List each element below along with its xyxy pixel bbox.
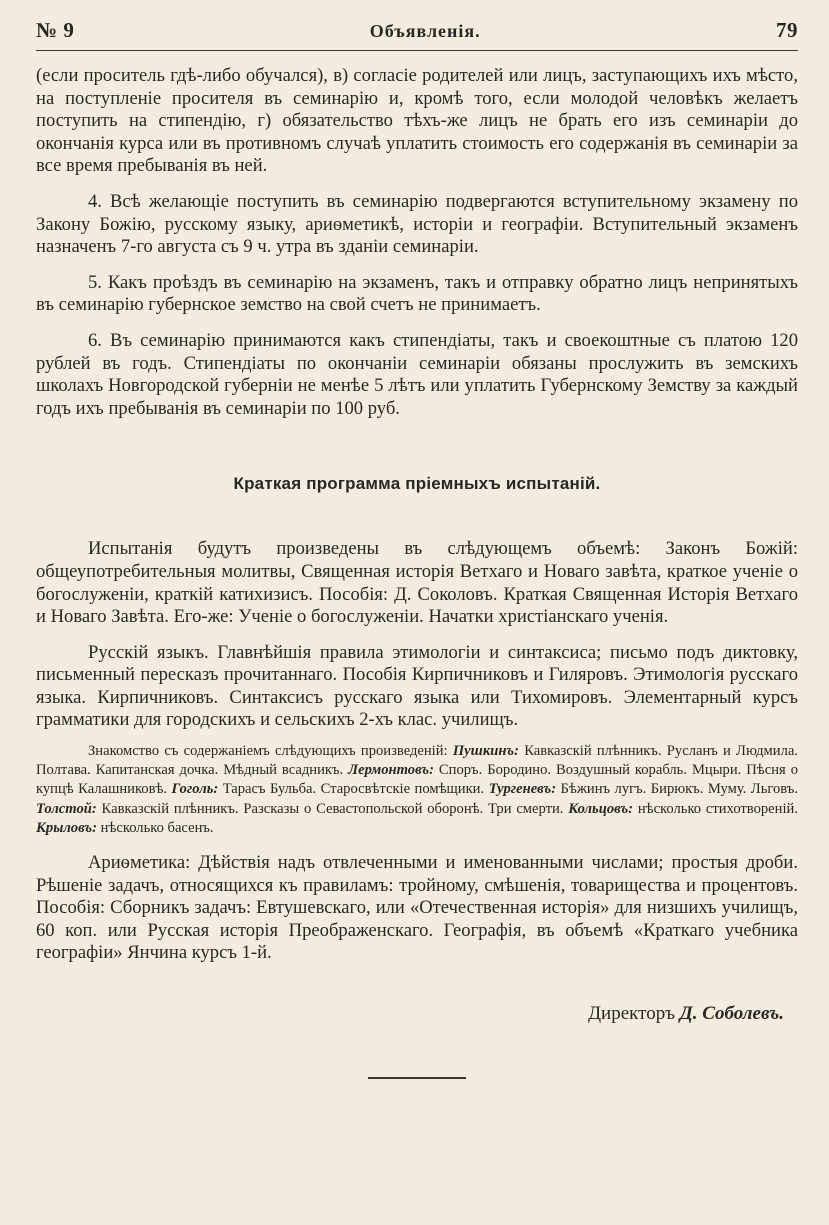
end-rule [368, 1077, 466, 1079]
author-turgenev: Тургеневъ: [488, 781, 557, 798]
author-koltsov: Кольцовъ: [568, 800, 634, 817]
reading-intro: Знакомство съ содержаніемъ слѣдующихъ произведеній: [88, 743, 453, 760]
page-number: 79 [775, 18, 798, 42]
author-krylov: Крыловъ: [36, 819, 97, 836]
paragraph-requirements: (если проситель гдѣ-либо обучался), в) согласіе родителей или лицъ, заступающихъ ихъ мѣсто, на поступленіе просителя въ семинарію и, кромѣ того, если молодой человѣкъ желаетъ поступить на стипендію, г) обязательство тѣхъ-же лицъ не брать его изъ семинаріи до окончанія курса или въ противномъ случаѣ уплатить стоимость его содержанія въ семинаріи за все время пребыванія въ ней. [36, 65, 798, 177]
page-header [36, 18, 798, 48]
author-gogol: Гоголь: [171, 781, 219, 798]
signature-role: Директоръ [588, 1003, 676, 1025]
paragraph-exam: 4. Всѣ желающіе поступить въ семинарію подвергаются вступительному экзамену по Закону Божію, русскому языку, ариѳметикѣ, исторіи и географіи. Вступительный экзаменъ назначенъ 7-го августа съ 9 ч. утра въ зданіи семинаріи. [36, 190, 798, 258]
works-koltsov: нѣсколько стихотвореній. [633, 800, 798, 817]
program-title: Краткая программа пріемныхъ испытаній. [233, 474, 601, 494]
paragraph-russian: Русскій языкъ. Главнѣйшія правила этимологіи и синтаксиса; письмо подъ диктовку, письменный пересказъ прочитаннаго. Пособія Кирпичниковъ и Гиляровъ. Этимологія русскаго языка. Кирпичниковъ. Синтаксисъ русскаго языка или Тихомировъ. Элементарный курсъ грамматики для городскихъ и сельскихъ 2-хъ клас. училищъ. [36, 641, 798, 731]
paragraph-travel: 5. Какъ проѣздъ въ семинарію на экзаменъ, такъ и отправку обратно лицъ непринятыхъ въ семинарію губернское земство на свой счетъ не принимаетъ. [36, 271, 798, 316]
works-pushkin: Кавказскій плѣнникъ. Русланъ и Людмила. Полтава. Капитанская дочка. Мѣдный всадникъ. [36, 743, 798, 779]
header-rule [36, 50, 798, 51]
paragraph-law-of-god: Испытанія будутъ произведены въ слѣдующемъ объемѣ: Законъ Божій: общеупотребительныя молитвы, Священная исторія Ветхаго и Новаго завѣта, краткое ученіе о богослуженіи, краткій катихизисъ. Пособія: Д. Соколовъ. Краткая Священная Исторія Ветхаго и Новаго Завѣта. Его-же: Ученіе о богослуженіи. Начатки христіанскаго ученія. [36, 538, 798, 628]
author-tolstoy: Толстой: [36, 800, 97, 817]
section-header-title: Объявленія. [369, 21, 481, 41]
paragraph-arithmetic: Ариѳметика: Дѣйствія надъ отвлеченными и именованными числами; простыя дроби. Рѣшеніе задачъ, относящихся къ правиламъ: тройному, смѣшенія, товарищества и процентовъ. Пособія: Сборникъ задачъ: Евтушевскаго, или «Отечественная исторія» для низшихъ училищъ, 60 коп. или Русская исторія Преображенскаго. Географія, въ объемѣ «Краткаго учебника географіи» Янчина курсъ 1-й. [36, 852, 798, 964]
works-gogol: Тарасъ Бульба. Старосвѣтскіе помѣщики. [218, 781, 489, 798]
signature [36, 1003, 798, 1025]
works-tolstoy: Кавказскій плѣнникъ. Разсказы о Севастопольской оборонѣ. Три смерти. [96, 800, 569, 817]
works-krylov: нѣсколько басенъ. [96, 819, 214, 836]
paragraph-tuition: 6. Въ семинарію принимаются какъ стипендіаты, такъ и своекоштные съ платою 120 рублей въ годъ. Стипендіаты по окончаніи семинаріи обязаны прослужить въ земскихъ школахъ Новгородской губерніи не менѣе 5 лѣтъ или уплатить Губернскому Земству за каждый годъ ихъ пребыванія въ семинаріи по 100 руб. [36, 329, 798, 419]
author-lermontov: Лермонтовъ: [348, 762, 434, 779]
document-page [36, 18, 798, 1079]
works-lermontov: Споръ. Бородино. Воздушный корабль. Мцыри. Пѣсня о купцѣ Калашниковѣ. [36, 762, 798, 798]
works-turgenev: Бѣжинъ лугъ. Бирюкъ. Муму. Льговъ. [556, 781, 798, 798]
reading-list [36, 742, 798, 838]
issue-number: № 9 [36, 18, 75, 42]
author-pushkin: Пушкинъ: [452, 743, 519, 760]
signature-name: Д. Соболевъ. [679, 1003, 784, 1025]
